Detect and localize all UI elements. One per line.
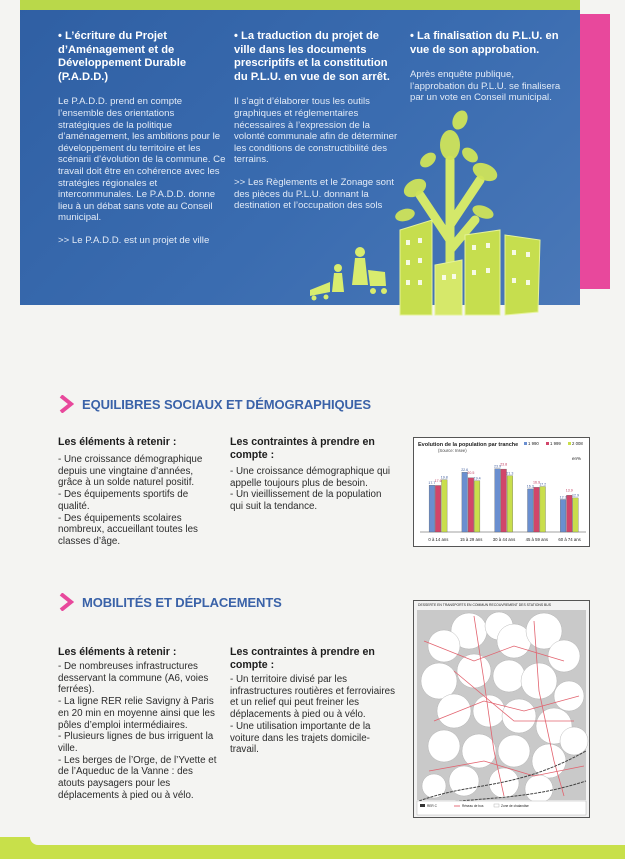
list-item: - Une croissance démographique qui appelle toujours plus de besoin. xyxy=(230,466,391,489)
legend-label: 2 008 xyxy=(572,441,583,446)
list-item: - Une croissance démographique depuis une vingtaine d’années, grâce à un solde naturel positif. xyxy=(58,454,203,489)
bar-value-label: 23.8 xyxy=(500,462,508,467)
step-padd-note: >> Le P.A.D.D. est un projet de ville xyxy=(58,234,210,246)
bar xyxy=(501,469,507,532)
bar-value-label: 19.4 xyxy=(473,476,481,481)
list-item: - La ligne RER relie Savigny à Paris en 20 min en moyenne ainsi que les pôles d’emploi intermédiaires. xyxy=(58,696,215,731)
mobility-right-title: Les contraintes à prendre en compte : xyxy=(230,646,375,671)
bar-value-label: 16.3 xyxy=(526,484,534,489)
mobility-left-list xyxy=(58,661,218,801)
bar xyxy=(567,495,573,532)
list-item: - De nombreuses infrastructures desservant la commune (A6, voies ferrées). xyxy=(58,661,209,696)
bar xyxy=(560,499,566,532)
bar-value-label: 19.8 xyxy=(440,475,448,480)
bar xyxy=(495,469,501,532)
chart-subtitle: (Source: Insee) xyxy=(438,448,467,453)
legend-swatch xyxy=(546,442,549,445)
map-title: DESSERTE EN TRANSPORTS EN COMMUN RECOUVREMENT DES STATIONS BUS xyxy=(418,603,552,607)
legend-label: 1 990 xyxy=(528,441,539,446)
chart-title: Evolution de la population par tranche xyxy=(418,442,519,448)
bottom-page-edge xyxy=(30,837,625,845)
x-tick-label: 0 à 14 ans xyxy=(428,537,449,542)
bar xyxy=(528,489,534,532)
list-item: - Des équipements scolaires nombreux, accueillant toutes les classes d’âge. xyxy=(58,512,198,547)
section-mobility-heading xyxy=(58,593,282,611)
step-finalisation-text: Après enquête publique, l’approbation du P.L.U. se finalisera par un vote en Conseil municipal. xyxy=(410,69,561,104)
bar xyxy=(442,480,448,532)
bar-value-label: 20.5 xyxy=(467,471,475,476)
map-legend-rer: RER C xyxy=(427,804,437,808)
mobility-left-title: Les éléments à retenir : xyxy=(58,646,177,658)
bar-value-label: 17.2 xyxy=(539,482,547,487)
social-left-list xyxy=(58,454,218,548)
bar-value-label: 21.3 xyxy=(506,471,514,476)
chart-unit: en% xyxy=(572,456,582,461)
legend-swatch xyxy=(524,442,527,445)
list-item: - Les berges de l’Orge, de l’Yvette et de l’Aqueduc de la Vanne : des atouts paysagers pour les déplacements à pied ou à vélo. xyxy=(58,754,217,801)
list-item: - Une utilisation importante de la voiture dans les trajets domicile-travail. xyxy=(230,720,371,756)
step-padd xyxy=(58,30,226,258)
section-mobility-title: MOBILITÉS ET DÉPLACEMENTS xyxy=(82,594,282,610)
population-chart xyxy=(413,437,590,547)
bar-value-label: 17.7 xyxy=(428,481,436,486)
bar xyxy=(573,498,579,532)
social-left-title: Les éléments à retenir : xyxy=(58,436,177,448)
lime-stripe xyxy=(20,0,580,10)
bar-value-label: 17.6 xyxy=(434,478,442,483)
transport-map xyxy=(413,600,590,818)
list-item: - Des équipements sportifs de qualité. xyxy=(58,489,189,512)
chevron-right-icon xyxy=(58,395,74,413)
transport-map-svg xyxy=(414,601,589,817)
step-traduction-title: • La traduction du projet de ville dans les documents prescriptifs et la constitution du P.L.U. en vue de son arrêt. xyxy=(234,30,390,83)
step-traduction-note: >> Les Règlements et le Zonage sont des pièces du P.L.U. donnant la destination et l’occupation des sols xyxy=(234,176,394,212)
map-legend-zone: Zone de chalandise xyxy=(501,804,529,808)
x-tick-label: 15 à 29 ans xyxy=(459,537,483,542)
step-padd-text: Le P.A.D.D. prend en compte l’ensemble des orientations stratégiques de la politique d’aménagement, les ambitions pour le développement du territoire et les scénarii d’évolution de la commune. Ce travail doit être en cohérence avec les stratégies régionales et intercommunales. Le P.A.D.D. donne lieu à un débat sans vote au Conseil municipal. xyxy=(58,96,226,224)
bar xyxy=(507,476,513,532)
city-tree-illustration xyxy=(300,100,570,330)
bar xyxy=(540,487,546,532)
list-item: - Un territoire divisé par les infrastructures routières et ferroviaires et un relief qui peut freiner les déplacements à pied ou à vélo. xyxy=(230,674,395,721)
legend-swatch xyxy=(568,442,571,445)
bar-value-label: 22.6 xyxy=(461,468,469,473)
x-tick-label: 60 à 74 ans xyxy=(558,537,581,542)
x-tick-label: 45 à 59 ans xyxy=(525,537,549,542)
bar-value-label: 13.9 xyxy=(565,488,573,493)
social-right-list xyxy=(230,466,395,513)
map-legend-bus: Réseau de bus xyxy=(462,804,484,808)
bar xyxy=(534,487,540,532)
bar xyxy=(429,485,435,532)
population-chart-svg xyxy=(414,438,589,546)
mobility-right-list xyxy=(230,674,395,756)
step-traduction-text: Il s’agit d’élaborer tous les outils graphiques et réglementaires nécessaires à l’expression de la volonté communale afin de déterminer les conditions de constructibilité des terrains. xyxy=(234,96,398,166)
bar xyxy=(474,481,480,532)
step-finalisation-title: • La finalisation du P.L.U. en vue de son approbation. xyxy=(410,30,559,56)
bar xyxy=(435,485,441,532)
section-social-heading xyxy=(58,395,371,413)
bar-value-label: 12.3 xyxy=(559,495,567,500)
legend-label: 1 999 xyxy=(550,441,561,446)
bar xyxy=(468,478,474,532)
social-right-title: Les contraintes à prendre en compte : xyxy=(230,436,375,461)
bar-value-label: 12.9 xyxy=(572,493,579,498)
list-item: - Un vieillissement de la population qui suit la tendance. xyxy=(230,489,382,513)
x-tick-label: 30 à 44 ans xyxy=(492,537,516,542)
bar-value-label: 23.9 xyxy=(494,464,501,469)
section-social-title: EQUILIBRES SOCIAUX ET DÉMOGRAPHIQUES xyxy=(82,396,371,412)
list-item: - Plusieurs lignes de bus irriguent la ville. xyxy=(58,731,214,754)
top-banner xyxy=(0,0,625,330)
chevron-right-icon xyxy=(58,593,74,611)
bar-value-label: 16.9 xyxy=(533,480,540,485)
bar xyxy=(462,472,468,532)
step-padd-title: • L’écriture du Projet d’Aménagement et de Développement Durable (P.A.D.D.) xyxy=(58,30,187,83)
